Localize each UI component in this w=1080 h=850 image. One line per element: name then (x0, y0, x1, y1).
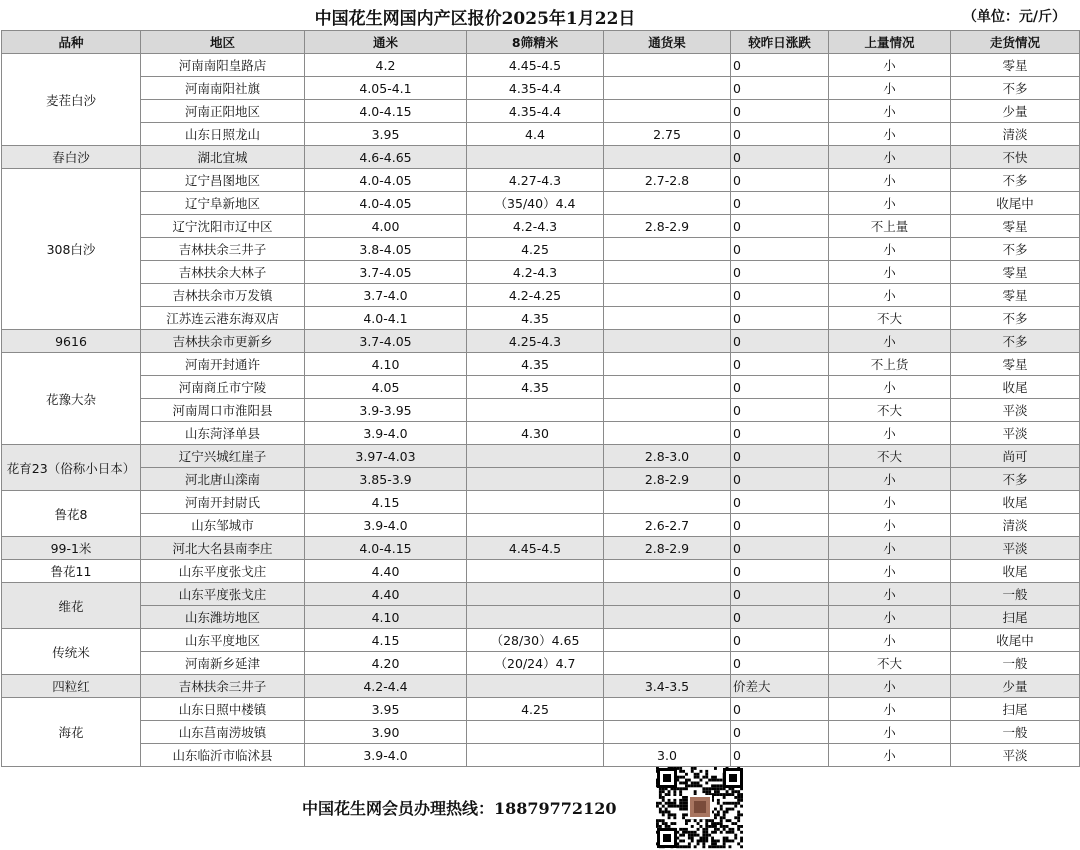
cell-tonghuo: 2.8-3.0 (604, 445, 731, 468)
cell-variety: 四粒红 (2, 675, 141, 698)
cell-region: 山东潍坊地区 (141, 606, 305, 629)
cell-change: 0 (731, 583, 829, 606)
cell-tonghuo (604, 560, 731, 583)
cell-change: 0 (731, 353, 829, 376)
cell-change: 0 (731, 399, 829, 422)
cell-supply: 小 (829, 192, 951, 215)
table-row (2, 422, 1080, 445)
cell-tonghuo (604, 238, 731, 261)
cell-jingmi (467, 514, 604, 537)
cell-supply: 小 (829, 560, 951, 583)
cell-tonghuo (604, 583, 731, 606)
cell-change: 0 (731, 123, 829, 146)
cell-jingmi: 4.35 (467, 307, 604, 330)
cell-tonghuo (604, 629, 731, 652)
cell-sales: 平淡 (951, 422, 1080, 445)
cell-tongmi: 4.0-4.05 (305, 192, 467, 215)
cell-change: 0 (731, 307, 829, 330)
cell-region: 山东平度张戈庄 (141, 583, 305, 606)
cell-tonghuo (604, 100, 731, 123)
cell-jingmi: 4.45-4.5 (467, 54, 604, 77)
cell-region: 河南南阳皇路店 (141, 54, 305, 77)
cell-tonghuo (604, 652, 731, 675)
cell-change: 0 (731, 422, 829, 445)
cell-tongmi: 4.15 (305, 629, 467, 652)
cell-change: 0 (731, 721, 829, 744)
table-row (2, 491, 1080, 514)
cell-tongmi: 4.0-4.1 (305, 307, 467, 330)
cell-tonghuo (604, 261, 731, 284)
table-row (2, 537, 1080, 560)
cell-sales: 不多 (951, 238, 1080, 261)
cell-tongmi: 4.40 (305, 560, 467, 583)
cell-sales: 平淡 (951, 399, 1080, 422)
table-row (2, 353, 1080, 376)
cell-variety: 308白沙 (2, 169, 141, 330)
cell-supply: 不大 (829, 399, 951, 422)
cell-jingmi: （35/40）4.4 (467, 192, 604, 215)
table-row (2, 146, 1080, 169)
cell-supply: 不大 (829, 652, 951, 675)
table-body (2, 54, 1080, 767)
table-row (2, 330, 1080, 353)
cell-tonghuo (604, 284, 731, 307)
cell-supply: 小 (829, 77, 951, 100)
cell-tonghuo: 3.4-3.5 (604, 675, 731, 698)
cell-supply: 不大 (829, 307, 951, 330)
cell-tonghuo: 2.6-2.7 (604, 514, 731, 537)
cell-region: 辽宁阜新地区 (141, 192, 305, 215)
cell-jingmi: 4.2-4.25 (467, 284, 604, 307)
cell-sales: 扫尾 (951, 698, 1080, 721)
cell-sales: 少量 (951, 100, 1080, 123)
table-row (2, 560, 1080, 583)
header-tonghuo: 通货果 (604, 31, 731, 54)
cell-tongmi: 4.0-4.15 (305, 537, 467, 560)
cell-tongmi: 4.10 (305, 353, 467, 376)
cell-variety: 维花 (2, 583, 141, 629)
cell-sales: 不多 (951, 77, 1080, 100)
cell-sales: 收尾 (951, 376, 1080, 399)
header-variety: 品种 (2, 31, 141, 54)
cell-supply: 小 (829, 537, 951, 560)
table-row (2, 606, 1080, 629)
cell-supply: 小 (829, 330, 951, 353)
cell-change: 0 (731, 468, 829, 491)
table-row (2, 583, 1080, 606)
cell-change: 0 (731, 629, 829, 652)
cell-supply: 小 (829, 376, 951, 399)
cell-tongmi: 3.9-4.0 (305, 514, 467, 537)
cell-tongmi: 3.7-4.0 (305, 284, 467, 307)
cell-tonghuo (604, 77, 731, 100)
cell-tongmi: 4.0-4.15 (305, 100, 467, 123)
cell-region: 河北唐山滦南 (141, 468, 305, 491)
cell-sales: 一般 (951, 652, 1080, 675)
cell-change: 0 (731, 100, 829, 123)
cell-variety: 鲁花11 (2, 560, 141, 583)
cell-tonghuo (604, 491, 731, 514)
cell-sales: 收尾 (951, 491, 1080, 514)
cell-region: 吉林扶余市更新乡 (141, 330, 305, 353)
cell-change: 0 (731, 514, 829, 537)
cell-sales: 一般 (951, 721, 1080, 744)
cell-jingmi: 4.25 (467, 698, 604, 721)
cell-sales: 零星 (951, 261, 1080, 284)
cell-jingmi (467, 721, 604, 744)
cell-sales: 零星 (951, 54, 1080, 77)
cell-tongmi: 3.85-3.9 (305, 468, 467, 491)
cell-variety: 花育23（俗称小日本） (2, 445, 141, 491)
cell-tongmi: 4.2-4.4 (305, 675, 467, 698)
cell-jingmi: 4.45-4.5 (467, 537, 604, 560)
cell-variety: 鲁花8 (2, 491, 141, 537)
cell-region: 河南开封通许 (141, 353, 305, 376)
cell-change: 0 (731, 698, 829, 721)
table-row (2, 376, 1080, 399)
cell-tonghuo: 2.8-2.9 (604, 537, 731, 560)
cell-supply: 小 (829, 721, 951, 744)
cell-sales: 清淡 (951, 514, 1080, 537)
header-tongmi: 通米 (305, 31, 467, 54)
page-title: 中国花生网国内产区报价2025年1月22日 (314, 9, 636, 29)
cell-region: 辽宁兴城红崖子 (141, 445, 305, 468)
cell-tongmi: 3.90 (305, 721, 467, 744)
cell-tonghuo (604, 721, 731, 744)
cell-variety: 麦茬白沙 (2, 54, 141, 146)
table-row (2, 698, 1080, 721)
cell-change: 0 (731, 169, 829, 192)
cell-tongmi: 4.15 (305, 491, 467, 514)
cell-jingmi (467, 146, 604, 169)
cell-change: 0 (731, 376, 829, 399)
cell-region: 山东临沂市临沭县 (141, 744, 305, 767)
cell-change: 0 (731, 77, 829, 100)
cell-variety: 海花 (2, 698, 141, 767)
cell-change: 0 (731, 54, 829, 77)
cell-region: 辽宁沈阳市辽中区 (141, 215, 305, 238)
cell-tongmi: 3.97-4.03 (305, 445, 467, 468)
cell-region: 吉林扶余市万发镇 (141, 284, 305, 307)
cell-tongmi: 3.7-4.05 (305, 261, 467, 284)
cell-supply: 不大 (829, 445, 951, 468)
cell-jingmi (467, 583, 604, 606)
cell-tongmi: 3.9-4.0 (305, 744, 467, 767)
cell-sales: 扫尾 (951, 606, 1080, 629)
cell-jingmi: 4.25 (467, 238, 604, 261)
unit-label: （单位：元/斤） (962, 9, 1066, 25)
cell-change: 0 (731, 652, 829, 675)
cell-supply: 小 (829, 146, 951, 169)
cell-variety: 花豫大杂 (2, 353, 141, 445)
table-row (2, 123, 1080, 146)
cell-sales: 收尾中 (951, 192, 1080, 215)
cell-region: 山东平度地区 (141, 629, 305, 652)
cell-region: 山东平度张戈庄 (141, 560, 305, 583)
cell-supply: 不上量 (829, 215, 951, 238)
cell-jingmi: 4.30 (467, 422, 604, 445)
table-row (2, 261, 1080, 284)
title-bar (0, 0, 1080, 30)
cell-supply: 小 (829, 491, 951, 514)
cell-tonghuo (604, 54, 731, 77)
cell-supply: 小 (829, 468, 951, 491)
cell-tonghuo (604, 307, 731, 330)
cell-supply: 小 (829, 514, 951, 537)
cell-jingmi (467, 606, 604, 629)
cell-jingmi (467, 445, 604, 468)
cell-jingmi: 4.2-4.3 (467, 261, 604, 284)
cell-tongmi: 3.95 (305, 698, 467, 721)
cell-region: 山东日照中楼镇 (141, 698, 305, 721)
table-row (2, 54, 1080, 77)
cell-tongmi: 3.95 (305, 123, 467, 146)
cell-variety: 传统米 (2, 629, 141, 675)
cell-tongmi: 4.05-4.1 (305, 77, 467, 100)
table-row (2, 652, 1080, 675)
cell-variety: 9616 (2, 330, 141, 353)
hotline-text: 中国花生网会员办理热线：18879772120 (302, 799, 617, 818)
cell-variety: 春白沙 (2, 146, 141, 169)
cell-supply: 不上货 (829, 353, 951, 376)
cell-sales: 收尾中 (951, 629, 1080, 652)
cell-region: 吉林扶余三井子 (141, 675, 305, 698)
cell-sales: 平淡 (951, 744, 1080, 767)
cell-region: 吉林扶余大林子 (141, 261, 305, 284)
qr-code-icon (656, 767, 744, 849)
footer (0, 763, 1080, 850)
cell-sales: 零星 (951, 353, 1080, 376)
cell-supply: 小 (829, 698, 951, 721)
cell-sales: 零星 (951, 284, 1080, 307)
cell-change: 0 (731, 606, 829, 629)
cell-tongmi: 4.6-4.65 (305, 146, 467, 169)
cell-tongmi: 4.40 (305, 583, 467, 606)
cell-tonghuo: 2.8-2.9 (604, 468, 731, 491)
table-row (2, 77, 1080, 100)
cell-change: 0 (731, 491, 829, 514)
cell-supply: 小 (829, 284, 951, 307)
cell-region: 河北大名县南李庄 (141, 537, 305, 560)
cell-jingmi: 4.27-4.3 (467, 169, 604, 192)
cell-sales: 不多 (951, 468, 1080, 491)
header-supply: 上量情况 (829, 31, 951, 54)
cell-region: 河南商丘市宁陵 (141, 376, 305, 399)
header-jingmi: 8筛精米 (467, 31, 604, 54)
cell-change: 0 (731, 445, 829, 468)
cell-supply: 小 (829, 238, 951, 261)
cell-sales: 不多 (951, 330, 1080, 353)
table-row (2, 215, 1080, 238)
cell-region: 山东莒南涝坡镇 (141, 721, 305, 744)
table-row (2, 100, 1080, 123)
table-row (2, 192, 1080, 215)
table-row (2, 629, 1080, 652)
cell-supply: 小 (829, 422, 951, 445)
cell-jingmi (467, 491, 604, 514)
cell-jingmi: （28/30）4.65 (467, 629, 604, 652)
cell-tongmi: 4.0-4.05 (305, 169, 467, 192)
cell-tonghuo (604, 606, 731, 629)
cell-tonghuo (604, 192, 731, 215)
cell-jingmi: 4.35 (467, 353, 604, 376)
table-row (2, 399, 1080, 422)
cell-change: 0 (731, 330, 829, 353)
table-row (2, 169, 1080, 192)
table-row (2, 721, 1080, 744)
cell-change: 价差大 (731, 675, 829, 698)
cell-tonghuo (604, 353, 731, 376)
cell-tonghuo (604, 422, 731, 445)
cell-change: 0 (731, 537, 829, 560)
cell-change: 0 (731, 560, 829, 583)
cell-supply: 小 (829, 123, 951, 146)
table-row (2, 445, 1080, 468)
cell-tongmi: 4.05 (305, 376, 467, 399)
cell-supply: 小 (829, 675, 951, 698)
cell-tonghuo: 3.0 (604, 744, 731, 767)
cell-tonghuo (604, 330, 731, 353)
table-row (2, 307, 1080, 330)
cell-region: 辽宁昌图地区 (141, 169, 305, 192)
cell-tongmi: 3.9-3.95 (305, 399, 467, 422)
cell-supply: 小 (829, 583, 951, 606)
cell-region: 山东邹城市 (141, 514, 305, 537)
header-change: 较昨日涨跌 (731, 31, 829, 54)
cell-jingmi (467, 468, 604, 491)
cell-region: 江苏连云港东海双店 (141, 307, 305, 330)
cell-supply: 小 (829, 100, 951, 123)
cell-sales: 收尾 (951, 560, 1080, 583)
cell-supply: 小 (829, 744, 951, 767)
cell-jingmi: 4.25-4.3 (467, 330, 604, 353)
cell-region: 河南新乡延津 (141, 652, 305, 675)
cell-tongmi: 3.7-4.05 (305, 330, 467, 353)
header-sales: 走货情况 (951, 31, 1080, 54)
header-row (2, 31, 1080, 54)
cell-region: 山东日照龙山 (141, 123, 305, 146)
cell-sales: 不快 (951, 146, 1080, 169)
cell-jingmi: 4.2-4.3 (467, 215, 604, 238)
cell-variety: 99-1米 (2, 537, 141, 560)
cell-change: 0 (731, 238, 829, 261)
cell-change: 0 (731, 261, 829, 284)
cell-tonghuo (604, 698, 731, 721)
cell-change: 0 (731, 146, 829, 169)
header-region: 地区 (141, 31, 305, 54)
cell-sales: 不多 (951, 307, 1080, 330)
cell-tongmi: 4.20 (305, 652, 467, 675)
table-row (2, 675, 1080, 698)
cell-jingmi: （20/24）4.7 (467, 652, 604, 675)
cell-tonghuo: 2.8-2.9 (604, 215, 731, 238)
cell-region: 吉林扶余三井子 (141, 238, 305, 261)
cell-supply: 小 (829, 606, 951, 629)
cell-region: 山东菏泽单县 (141, 422, 305, 445)
cell-region: 河南周口市淮阳县 (141, 399, 305, 422)
cell-region: 河南南阳社旗 (141, 77, 305, 100)
cell-tongmi: 4.2 (305, 54, 467, 77)
cell-change: 0 (731, 215, 829, 238)
cell-tongmi: 4.10 (305, 606, 467, 629)
table-row (2, 468, 1080, 491)
cell-jingmi: 4.35 (467, 376, 604, 399)
cell-tonghuo (604, 399, 731, 422)
cell-tonghuo: 2.75 (604, 123, 731, 146)
cell-change: 0 (731, 284, 829, 307)
cell-sales: 少量 (951, 675, 1080, 698)
cell-supply: 小 (829, 54, 951, 77)
cell-supply: 小 (829, 629, 951, 652)
cell-sales: 零星 (951, 215, 1080, 238)
cell-tongmi: 3.8-4.05 (305, 238, 467, 261)
cell-jingmi (467, 399, 604, 422)
cell-region: 河南开封尉氏 (141, 491, 305, 514)
table-row (2, 514, 1080, 537)
cell-change: 0 (731, 744, 829, 767)
cell-change: 0 (731, 192, 829, 215)
cell-region: 湖北宜城 (141, 146, 305, 169)
table-row (2, 238, 1080, 261)
cell-jingmi: 4.35-4.4 (467, 100, 604, 123)
cell-supply: 小 (829, 261, 951, 284)
cell-jingmi: 4.35-4.4 (467, 77, 604, 100)
table-row (2, 284, 1080, 307)
price-table (1, 30, 1080, 767)
cell-sales: 平淡 (951, 537, 1080, 560)
cell-region: 河南正阳地区 (141, 100, 305, 123)
cell-tonghuo (604, 146, 731, 169)
cell-sales: 不多 (951, 169, 1080, 192)
cell-jingmi (467, 675, 604, 698)
cell-tongmi: 4.00 (305, 215, 467, 238)
cell-supply: 小 (829, 169, 951, 192)
cell-sales: 清淡 (951, 123, 1080, 146)
cell-jingmi: 4.4 (467, 123, 604, 146)
cell-tongmi: 3.9-4.0 (305, 422, 467, 445)
cell-tonghuo (604, 376, 731, 399)
cell-sales: 尚可 (951, 445, 1080, 468)
cell-jingmi (467, 560, 604, 583)
cell-tonghuo: 2.7-2.8 (604, 169, 731, 192)
cell-sales: 一般 (951, 583, 1080, 606)
